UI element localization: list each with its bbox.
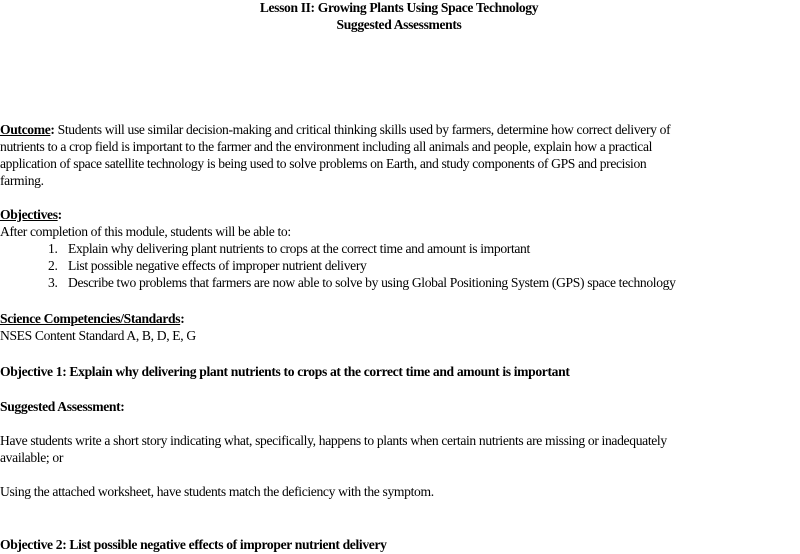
standards-label: Science Competencies/Standards [0,311,181,326]
outcome-line: Students will use similar decision-making and critical thinking skills used by farmers, determine how correct delivery of [57,122,671,137]
assessment-text: available; or [0,450,64,465]
objective2-heading: Objective 2: List possible negative effects of improper nutrient delivery [0,537,387,552]
outcome-line: application of space satellite technology is being used to solve problems on Earth, and study components of GPS and precision [0,156,647,171]
objectives-intro: After completion of this module, students will be able to: [0,224,291,239]
objective1-heading: Objective 1: Explain why delivering plant nutrients to crops at the correct time and amount is important [0,364,570,379]
objectives-label: Objectives [0,207,58,222]
assessment-text: Have students write a short story indicating what, specifically, happens to plants when certain nutrients are missing or inadequately [0,433,667,448]
objective-list-item: 2. List possible negative effects of improper nutrient delivery [48,258,367,273]
assessment-text: Using the attached worksheet, have students match the deficiency with the symptom. [0,484,434,499]
objective-list-item: 3. Describe two problems that farmers are now able to solve by using Global Positioning System (GPS) space technology [48,275,676,290]
outcome-line: farming. [0,173,44,188]
outcome-line: nutrients to a crop field is important to the farmer and the environment including all animals and people, explain how a practical [0,139,653,154]
suggested-assessment-label: Suggested Assessment: [0,399,125,414]
document-title: Lesson II: Growing Plants Using Space Technology [259,0,539,15]
outcome-label: Outcome [0,122,51,137]
document-subtitle: Suggested Assessments [336,17,462,32]
standards-text: NSES Content Standard A, B, D, E, G [0,328,196,343]
objective-list-item: 1. Explain why delivering plant nutrients to crops at the correct time and amount is important [48,241,530,256]
